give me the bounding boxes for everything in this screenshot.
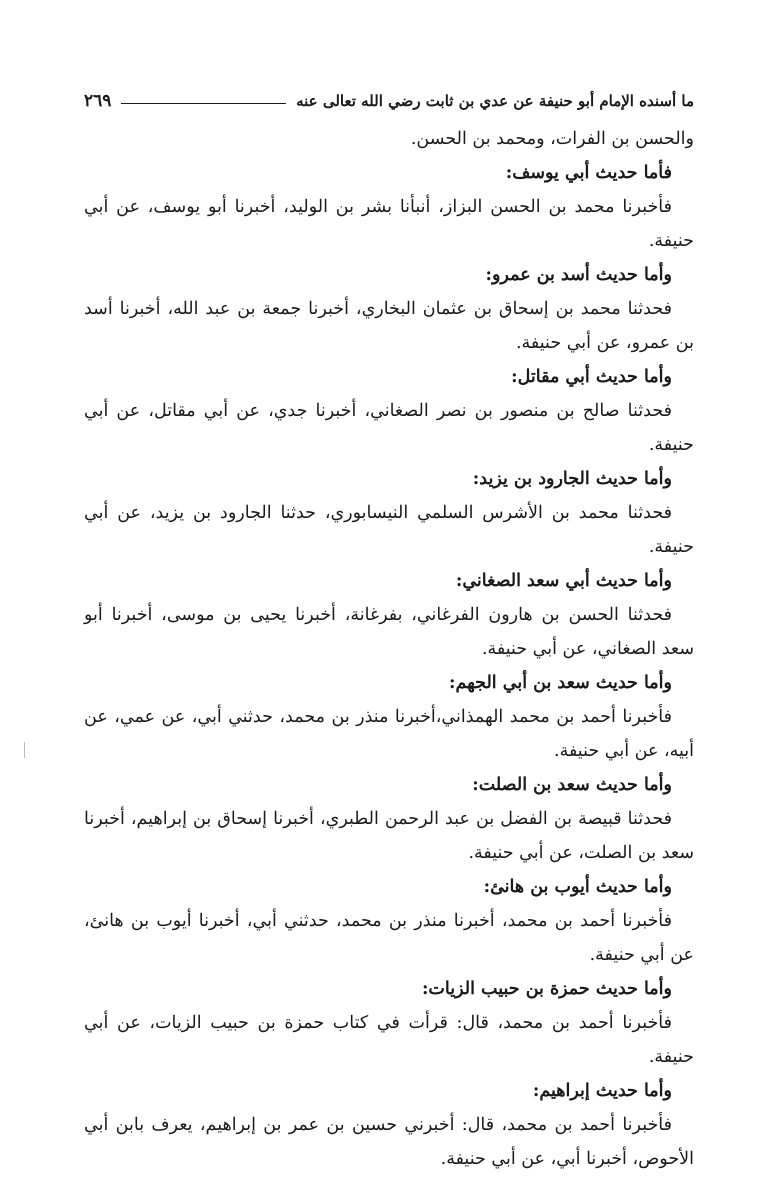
- running-title: ما أسنده الإمام أبو حنيفة عن عدي بن ثابت رضي الله تعالى عنه: [296, 92, 694, 110]
- section-heading: وأما حديث سعد بن الصلت:: [472, 775, 672, 795]
- section-text: فحدثنا محمد بن الأشرس السلمي النيسابوري، حدثنا الجارود بن يزيد، عن أبي حنيفة.: [84, 503, 694, 557]
- section-heading: وأما حديث الجارود بن يزيد:: [472, 469, 672, 489]
- section-text: فحدثنا صالح بن منصور بن نصر الصغاني، أخبرنا جدي، عن أبي مقاتل، عن أبي حنيفة.: [84, 401, 694, 455]
- section-heading: وأما حديث أبي مقاتل:: [511, 367, 672, 387]
- section-heading: وأما حديث أسد بن عمرو:: [485, 265, 672, 285]
- opening-line: والحسن بن الفرات، ومحمد بن الحسن.: [410, 129, 694, 149]
- section-heading: وأما حديث إبراهيم:: [532, 1081, 672, 1101]
- section-text: فأخبرنا أحمد بن محمد، أخبرنا منذر بن محمد، حدثني أبي، أخبرنا أيوب بن هانئ، عن أبي حنيفة.: [84, 911, 694, 965]
- section-text: فحدثنا محمد بن إسحاق بن عثمان البخاري، أخبرنا جمعة بن عبد الله، أخبرنا أسد بن عمرو، عن أبي حنيفة.: [84, 299, 694, 353]
- page-number: ٢٦٩: [84, 91, 112, 111]
- section-text: فحدثنا قبيصة بن الفضل بن عبد الرحمن الطبري، أخبرنا إسحاق بن إبراهيم، أخبرنا سعد بن الصلت، عن أبي حنيفة.: [84, 809, 694, 863]
- section-heading: وأما حديث أيوب بن هانئ:: [483, 877, 672, 897]
- page-body: [84, 122, 694, 1176]
- margin-mark: [24, 742, 25, 758]
- section-text: فأخبرنا أحمد بن محمد، قال: قرأت في كتاب حمزة بن حبيب الزيات، عن أبي حنيفة.: [84, 1013, 694, 1067]
- section-heading: وأما حديث حمزة بن حبيب الزيات:: [421, 979, 672, 999]
- section-heading: وأما حديث أبي سعد الصغاني:: [455, 571, 672, 591]
- section-text: فأخبرنا محمد بن الحسن البزاز، أنبأنا بشر بن الوليد، أخبرنا أبو يوسف، عن أبي حنيفة.: [84, 197, 694, 251]
- section-text: فأخبرنا أحمد بن محمد الهمذاني،أخبرنا منذر بن محمد، حدثني أبي، عن عمي، عن أبيه، عن أبي حنيفة.: [84, 707, 694, 761]
- book-page: [84, 86, 694, 1176]
- section-heading: فأما حديث أبي يوسف:: [505, 163, 672, 183]
- running-header: [84, 86, 694, 116]
- section-heading: وأما حديث سعد بن أبي الجهم:: [448, 673, 672, 693]
- section-text: فحدثنا الحسن بن هارون الفرغاني، بفرغانة، أخبرنا يحيى بن موسى، أخبرنا أبو سعد الصغاني، عن أبي حنيفة.: [84, 605, 694, 659]
- header-rule: [121, 103, 286, 104]
- section-text: فأخبرنا أحمد بن محمد، قال: أخبرني حسين بن عمر بن إبراهيم، يعرف بابن أبي الأحوص، أخبرنا أبي، عن أبي حنيفة.: [84, 1115, 694, 1169]
